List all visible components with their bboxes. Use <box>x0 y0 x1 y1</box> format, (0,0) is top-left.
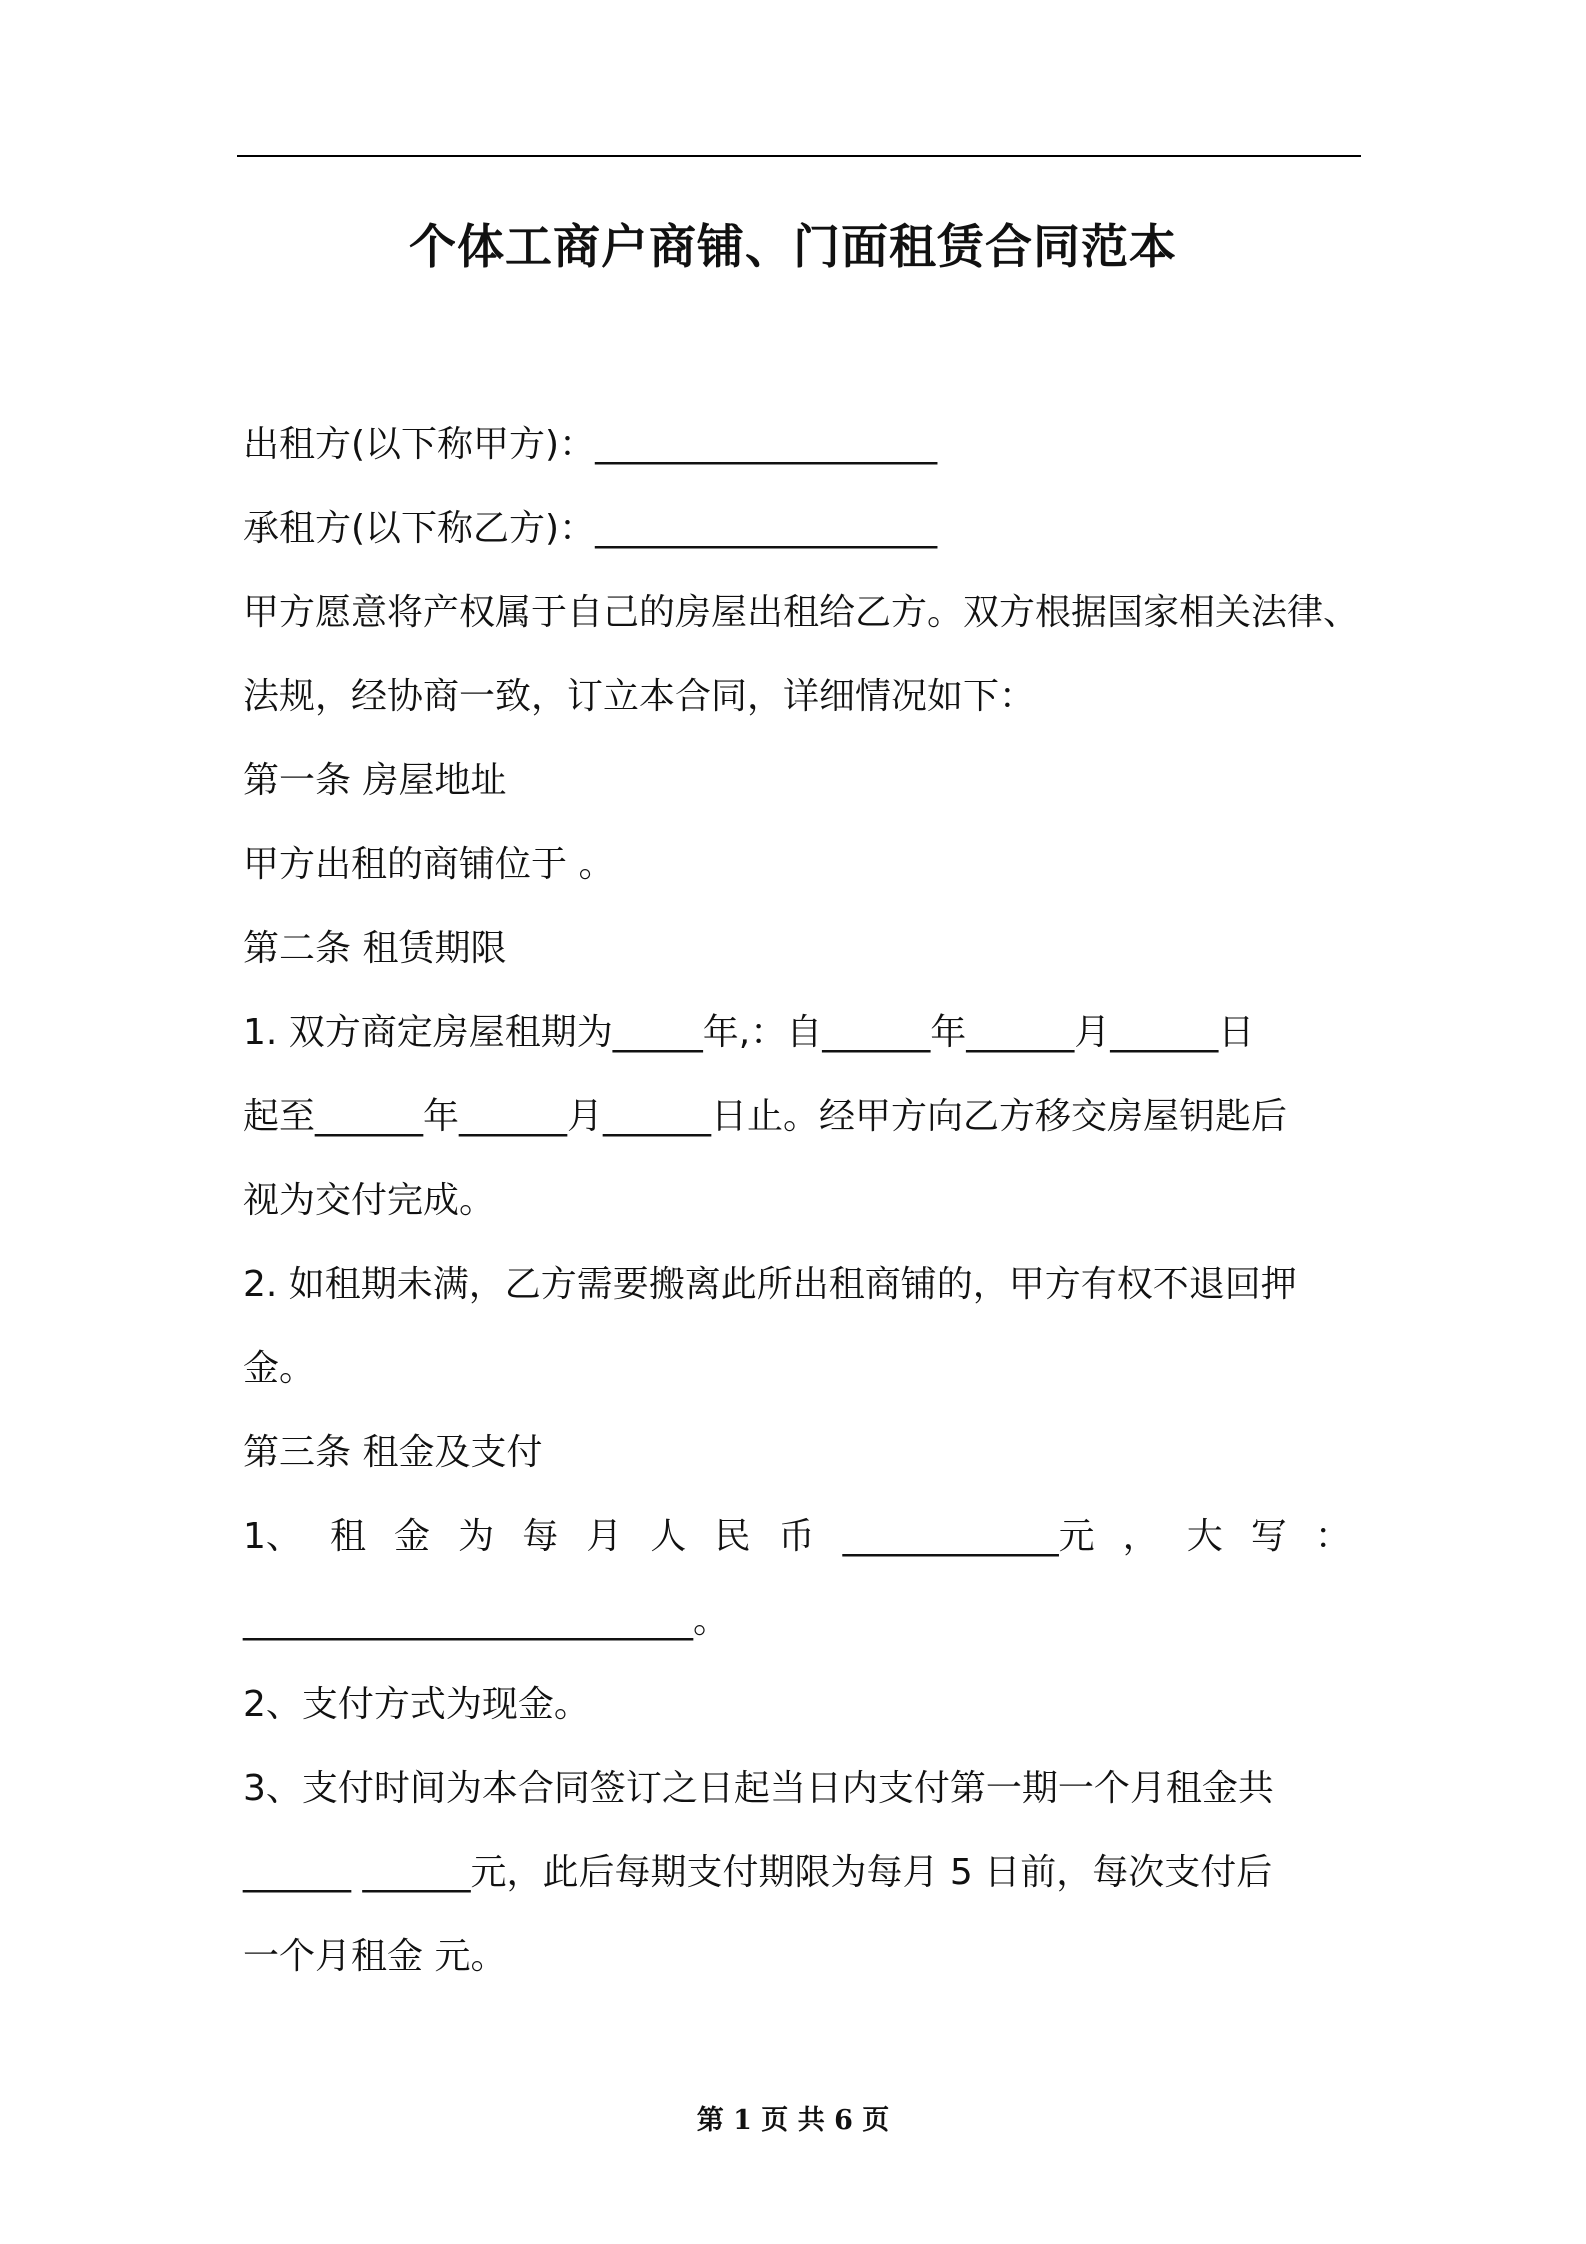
rent-token: 写 <box>1250 1516 1287 1557</box>
article-2-clause-2-line-2: 金。 <box>243 1348 316 1389</box>
lessee-line: 承租方(以下称乙方)：___________________ <box>243 508 938 549</box>
article-2-clause-2-line-1: 2. 如租期未满，乙方需要搬离此所出租商铺的，甲方有权不退回押 <box>243 1264 1297 1305</box>
rent-amount-line <box>243 1495 1351 1579</box>
rent-token: 大 <box>1186 1516 1223 1557</box>
contract-body <box>243 403 1363 1999</box>
payment-time-line-3: 一个月租金 元。 <box>243 1936 507 1977</box>
rent-token: 币 <box>778 1516 815 1557</box>
intro-line-2: 法规，经协商一致，订立本合同，详细情况如下： <box>243 676 1036 717</box>
article-2-clause-1-line-1: 1. 双方商定房屋租期为_____年,：自______年______月______日 <box>243 1012 1255 1053</box>
rent-token: 金 <box>394 1516 431 1557</box>
lessor-line: 出租方(以下称甲方)：___________________ <box>243 424 938 465</box>
rent-token: 民 <box>714 1516 751 1557</box>
document-title: 个体工商户商铺、门面租赁合同范本 <box>409 220 1177 275</box>
payment-method-line: 2、支付方式为现金。 <box>243 1684 590 1725</box>
rent-token: 为 <box>458 1516 495 1557</box>
intro-line-1: 甲方愿意将产权属于自己的房屋出租给乙方。双方根据国家相关法律、 <box>243 592 1360 633</box>
article-3-heading: 第三条 租金及支付 <box>243 1432 543 1473</box>
rent-token: 1、 <box>243 1516 302 1557</box>
payment-time-line-2: ______ ______元，此后每期支付期限为每月 5 日前，每次支付后 <box>243 1852 1273 1893</box>
rent-token: 人 <box>650 1516 687 1557</box>
page-footer: 第 1 页 共 6 页 <box>696 2105 890 2136</box>
rent-token: ____________元 <box>842 1516 1095 1557</box>
rent-token: 租 <box>329 1516 366 1557</box>
header-rule <box>237 155 1361 157</box>
article-2-clause-1-line-3: 视为交付完成。 <box>243 1180 496 1221</box>
rent-token: 每 <box>522 1516 559 1557</box>
article-2-clause-1-line-2: 起至______年______月______日止。经甲方向乙方移交房屋钥匙后 <box>243 1096 1288 1137</box>
rent-token: ， <box>1122 1516 1159 1557</box>
article-1-text: 甲方出租的商铺位于 。 <box>243 844 615 885</box>
rent-token: 月 <box>586 1516 623 1557</box>
article-1-heading: 第一条 房屋地址 <box>243 760 507 801</box>
article-2-heading: 第二条 租赁期限 <box>243 928 507 969</box>
payment-time-line-1: 3、支付时间为本合同签订之日起当日内支付第一期一个月租金共 <box>243 1768 1274 1809</box>
rent-token: ： <box>1314 1516 1351 1557</box>
rent-capital-line: _________________________。 <box>243 1600 729 1641</box>
